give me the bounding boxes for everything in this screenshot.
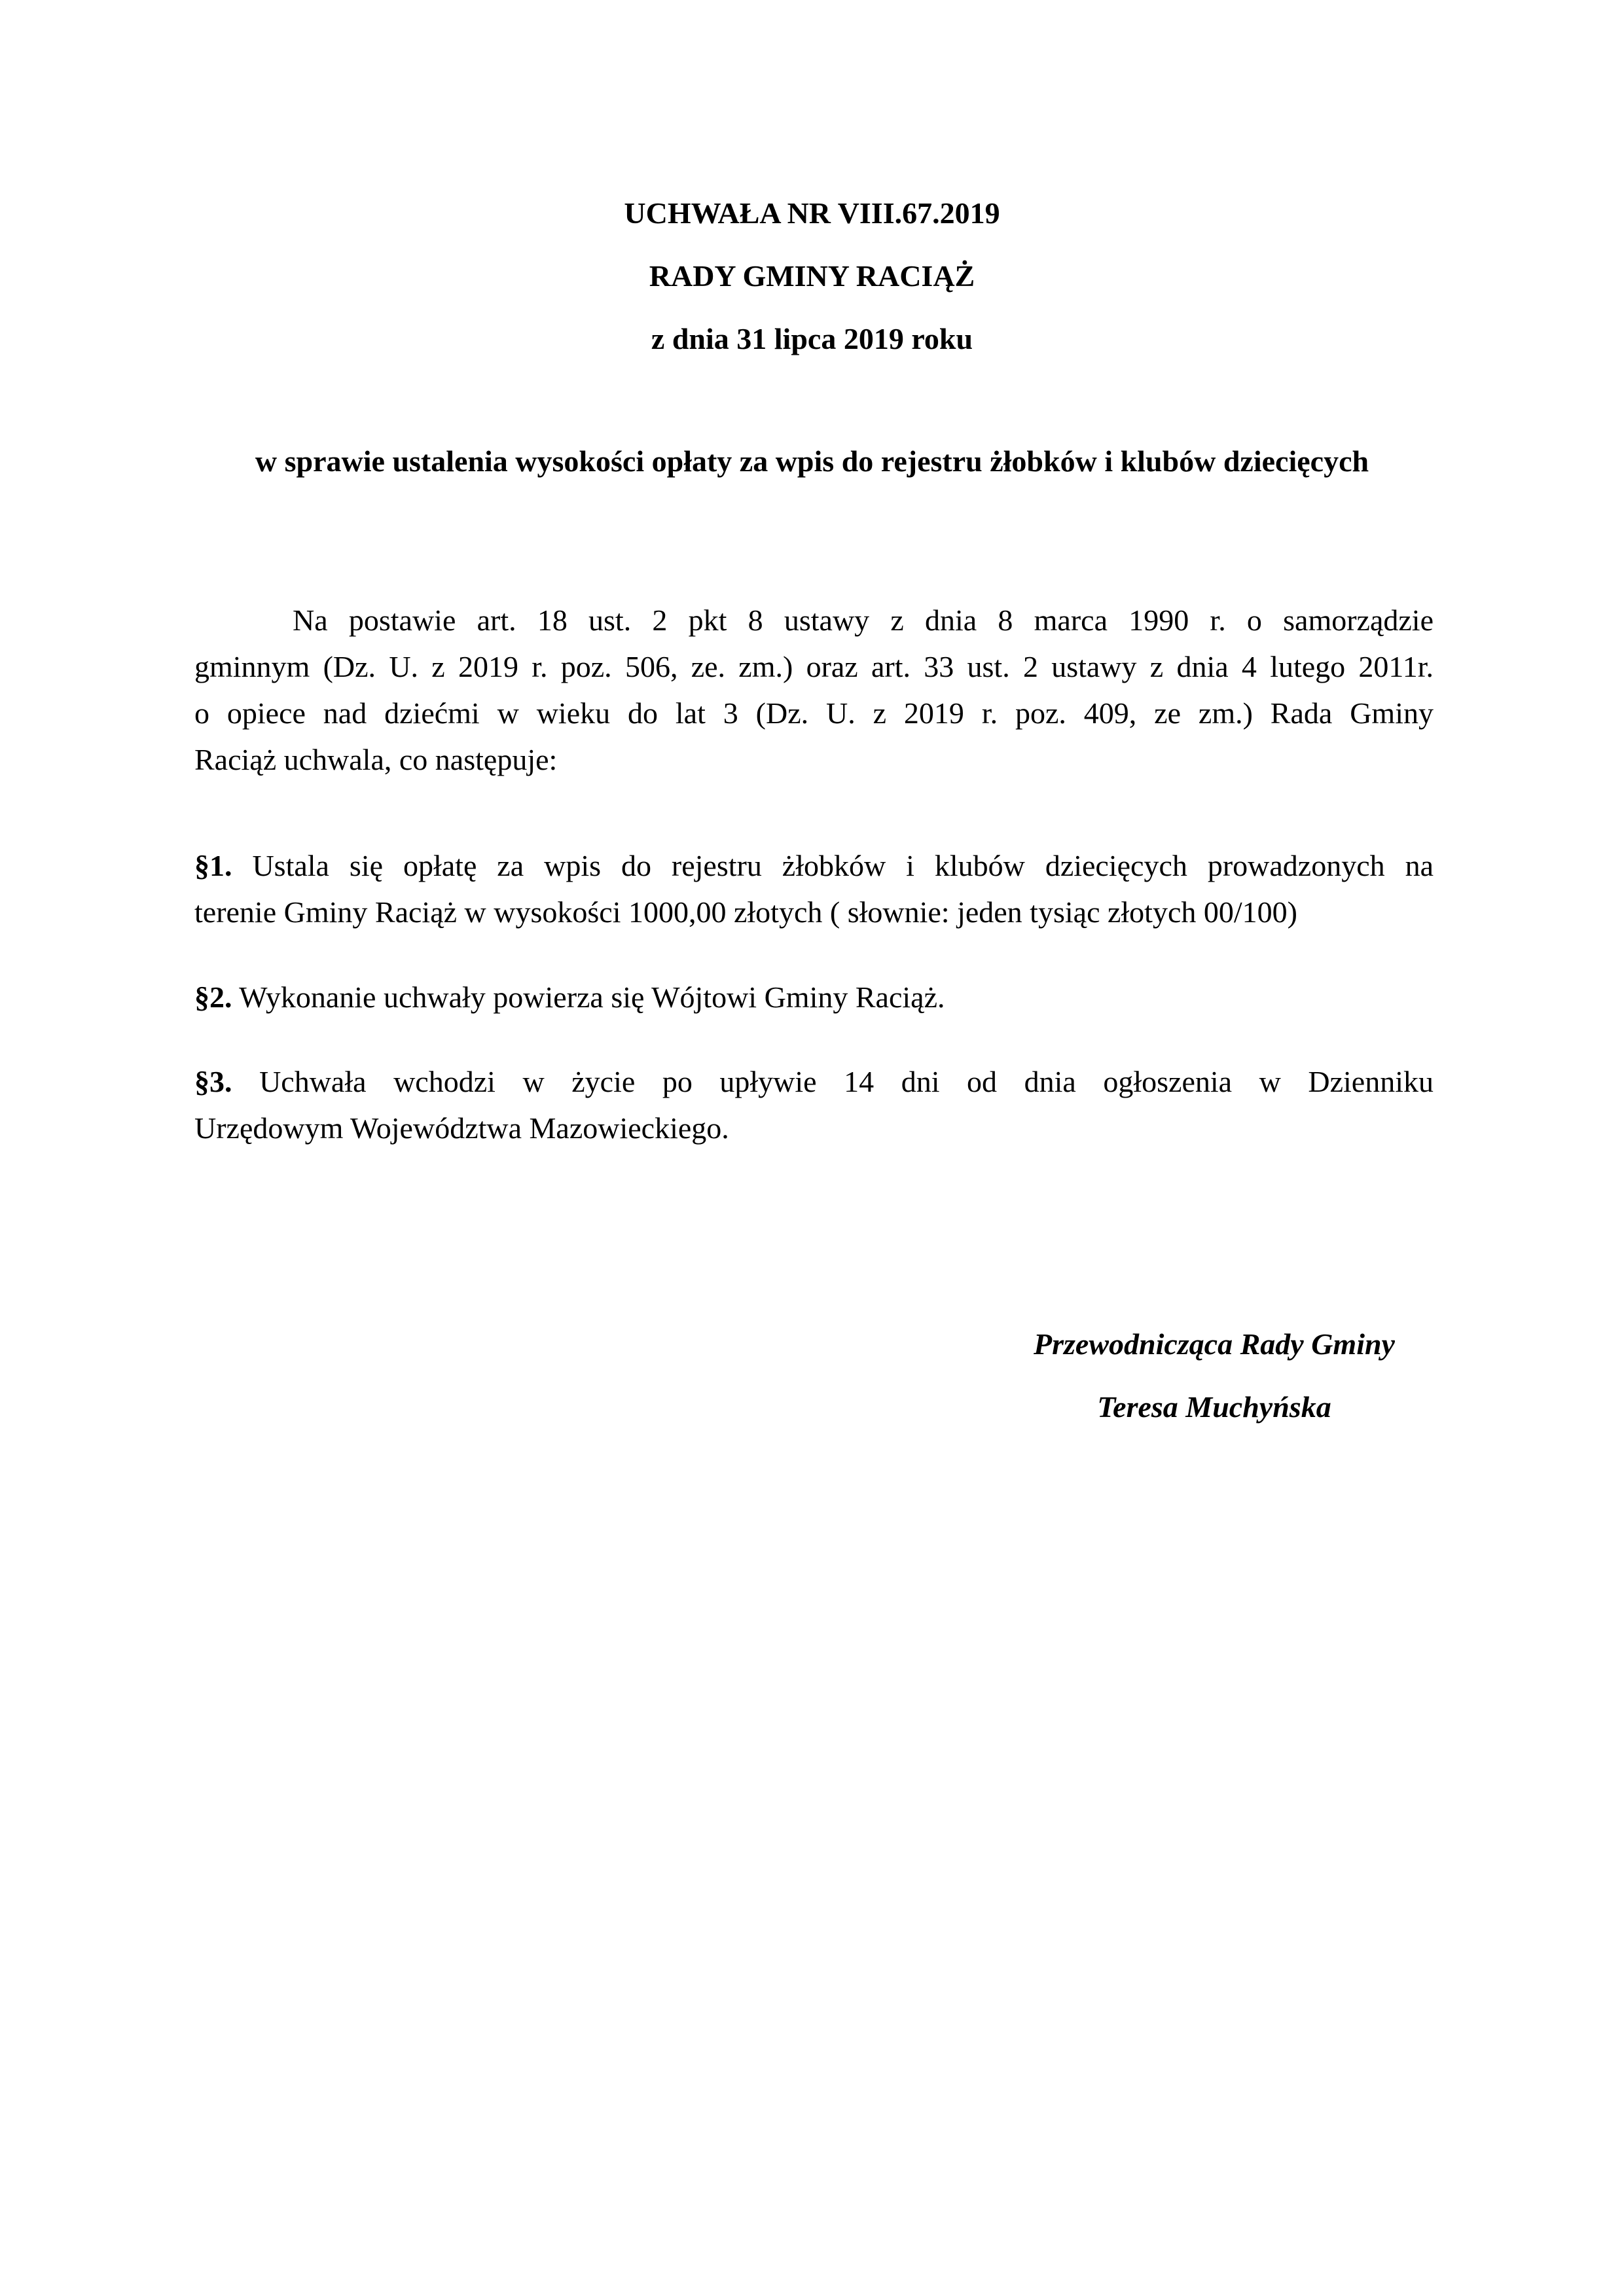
preamble-line: gminnym (Dz. U. z 2019 r. poz. 506, ze. zm.) oraz art. 33 ust. 2 ustawy z dnia 4 lutego 2011r. [194,650,1434,683]
resolution-subject: w sprawie ustalenia wysokości opłaty za wpis do rejestru żłobków i klubów dziecięcych [255,444,1369,478]
section-mark: §2. [194,980,232,1014]
preamble-line: o opiece nad dziećmi w wieku do lat 3 (Dz. U. z 2019 r. poz. 409, ze zm.) Rada Gminy [194,696,1434,730]
signature-name: Teresa Muchyńska [1097,1390,1331,1424]
section-3 [194,1058,1434,1151]
section-text: Ustala się opłatę za wpis do rejestru żłobków i klubów dziecięcych prowadzonych na [252,849,1434,882]
section-1 [194,842,1434,935]
resolution-number: UCHWAŁA NR VIII.67.2019 [624,196,1000,230]
preamble-line: Raciąż uchwala, co następuje: [194,743,558,776]
signature-title: Przewodnicząca Rady Gminy [1034,1327,1395,1361]
section-text: Uchwała wchodzi w życie po upływie 14 dni od dnia ogłoszenia w Dzienniku [259,1065,1434,1098]
section-mark: §1. [194,849,232,882]
preamble-line: Na postawie art. 18 ust. 2 pkt 8 ustawy z dnia 8 marca 1990 r. o samorządzie [293,603,1434,637]
section-2 [194,974,1434,1020]
section-3-line-2: Urzędowym Województwa Mazowieckiego. [194,1111,729,1145]
preamble [194,597,1434,783]
section-2-line-1 [194,974,1434,1020]
council-name: RADY GMINY RACIĄŻ [649,259,975,293]
section-1-line-2: terenie Gminy Raciąż w wysokości 1000,00 złotych ( słownie: jeden tysiąc złotych 00/100) [194,895,1297,929]
section-1-line-1 [194,842,1434,889]
section-text: Wykonanie uchwały powierza się Wójtowi Gminy Raciąż. [239,980,945,1014]
section-3-line-1 [194,1058,1434,1105]
resolution-date: z dnia 31 lipca 2019 roku [651,322,973,355]
section-mark: §3. [194,1065,232,1098]
